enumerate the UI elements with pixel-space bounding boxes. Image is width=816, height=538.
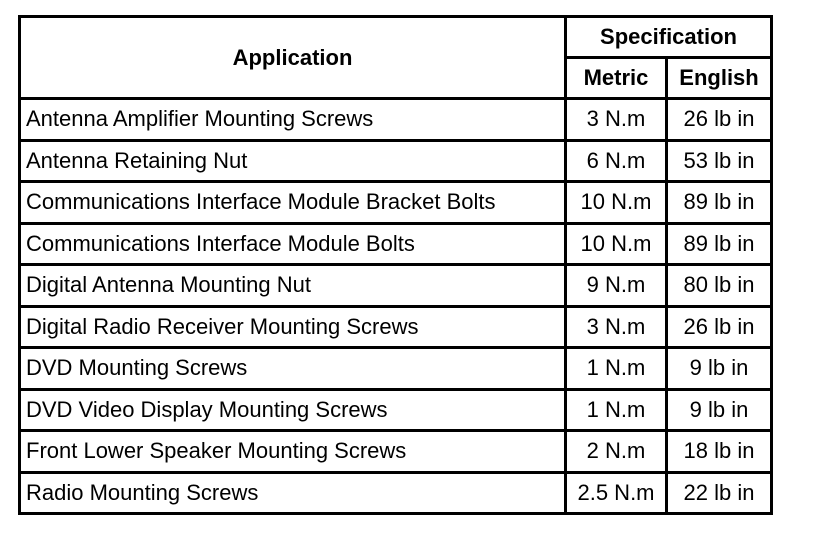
table-row	[20, 140, 772, 182]
table-row	[20, 431, 772, 473]
header-row-top	[20, 17, 772, 58]
table-row	[20, 306, 772, 348]
table-row	[20, 348, 772, 390]
fastener-specification-table	[18, 15, 773, 515]
application-cell: DVD Mounting Screws	[20, 348, 566, 390]
metric-cell: 2.5 N.m	[566, 472, 667, 514]
english-cell: 18 lb in	[667, 431, 772, 473]
english-cell: 22 lb in	[667, 472, 772, 514]
application-cell: Communications Interface Module Bolts	[20, 223, 566, 265]
specification-header: Specification	[566, 17, 772, 58]
table-row	[20, 99, 772, 141]
application-header: Application	[20, 17, 566, 99]
english-cell: 26 lb in	[667, 99, 772, 141]
english-cell: 9 lb in	[667, 389, 772, 431]
table-row	[20, 472, 772, 514]
english-cell: 26 lb in	[667, 306, 772, 348]
metric-cell: 3 N.m	[566, 306, 667, 348]
application-cell: Communications Interface Module Bracket Bolts	[20, 182, 566, 224]
metric-cell: 9 N.m	[566, 265, 667, 307]
table-row	[20, 223, 772, 265]
table-row	[20, 182, 772, 224]
metric-cell: 10 N.m	[566, 182, 667, 224]
english-header: English	[667, 58, 772, 99]
metric-cell: 6 N.m	[566, 140, 667, 182]
application-cell: Digital Radio Receiver Mounting Screws	[20, 306, 566, 348]
metric-cell: 3 N.m	[566, 99, 667, 141]
application-cell: Antenna Amplifier Mounting Screws	[20, 99, 566, 141]
metric-cell: 2 N.m	[566, 431, 667, 473]
application-cell: Antenna Retaining Nut	[20, 140, 566, 182]
english-cell: 89 lb in	[667, 223, 772, 265]
metric-cell: 1 N.m	[566, 389, 667, 431]
application-cell: Front Lower Speaker Mounting Screws	[20, 431, 566, 473]
application-cell: Digital Antenna Mounting Nut	[20, 265, 566, 307]
application-cell: Radio Mounting Screws	[20, 472, 566, 514]
metric-cell: 10 N.m	[566, 223, 667, 265]
table-row	[20, 265, 772, 307]
table-body	[20, 99, 772, 514]
english-cell: 80 lb in	[667, 265, 772, 307]
english-cell: 53 lb in	[667, 140, 772, 182]
english-cell: 89 lb in	[667, 182, 772, 224]
metric-cell: 1 N.m	[566, 348, 667, 390]
english-cell: 9 lb in	[667, 348, 772, 390]
application-cell: DVD Video Display Mounting Screws	[20, 389, 566, 431]
table-row	[20, 389, 772, 431]
metric-header: Metric	[566, 58, 667, 99]
